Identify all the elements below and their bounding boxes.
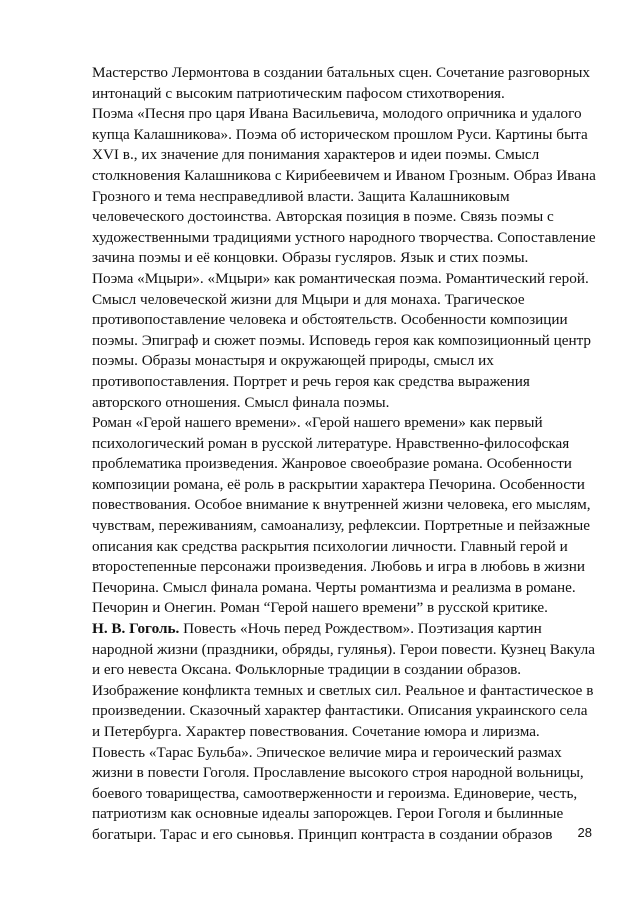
text-line: интонаций с высоким патриотическим пафосом стихотворения. [92,84,505,102]
text-line-gogol-heading [92,619,602,640]
gogol-line-rest: Повесть «Ночь перед Рождеством». Поэтизация картин [179,620,542,638]
text-line: и его невеста Оксана. Фольклорные традиции в создании образов. [92,661,522,679]
text-line: боевого товарищества, самоотверженности и героизма. Единоверие, честь, [92,784,578,802]
text-line: Печорин и Онегин. Роман “Герой нашего времени” в русской критике. [92,599,548,617]
text-line: Роман «Герой нашего времени». «Герой нашего времени» как первый [92,414,543,432]
text-line: художественными традициями устного народного творчества. Сопоставление [92,228,596,246]
text-line: и Петербурга. Характер повествования. Сочетание юмора и лиризма. [92,723,540,740]
text-line: патриотизм как основные идеалы запорожцев. Герои Гоголя и былинные [92,805,564,823]
text-line: композиции романа, её роль в раскрытии характера Печорина. Особенности [92,475,585,493]
text-line: Изображение конфликта темных и светлых сил. Реальное и фантастическое в [92,681,594,699]
text-line: зачина поэмы и её концовки. Образы гусляров. Язык и стих поэмы. [92,249,529,267]
text-line: проблематика произведения. Жанровое своеобразие романа. Особенности [92,455,572,473]
text-line: XVI в., их значение для понимания характеров и идеи поэмы. Смысл [92,146,540,164]
text-line: Мастерство Лермонтова в создании батальных сцен. Сочетание разговорных [92,64,590,81]
text-line: богатыри. Тарас и его сыновья. Принцип контраста в создании образов [92,825,553,843]
text-line: Грозного и тема несправедливой власти. Защита Калашниковым [92,187,510,205]
text-line: столкновения Калашникова с Кирибеевичем и Иваном Грозным. Образ Ивана [92,166,596,184]
text-line: противопоставление человека и обстоятельств. Особенности композиции [92,311,568,329]
text-line: описания как средства раскрытия психологии личности. Главный герой и [92,537,568,555]
author-heading-gogol: Н. В. Гоголь. [92,620,180,638]
text-line: авторского отношения. Смысл финала поэмы. [92,393,390,411]
text-block-gogol [92,640,602,846]
text-line: Повесть «Тарас Бульба». Эпическое величие мира и героический размах [92,743,562,761]
text-line: поэмы. Образы монастыря и окружающей природы, смысл их [92,352,494,370]
text-line: чувствам, переживаниям, самоанализу, рефлексии. Портретные и пейзажные [92,517,590,535]
text-line: Смысл человеческой жизни для Мцыри и для монаха. Трагическое [92,290,525,308]
text-line: купца Калашникова». Поэма об историческом прошлом Руси. Картины быта [92,125,588,143]
text-line: человеческого достоинства. Авторская позиция в поэме. Связь поэмы с [92,208,554,226]
text-line: Поэма «Песня про царя Ивана Васильевича, молодого опричника и удалого [92,105,582,123]
text-line: поэмы. Эпиграф и сюжет поэмы. Исповедь героя как композиционный центр [92,331,592,349]
text-line: повествования. Особое внимание к внутренней жизни человека, его мыслям, [92,496,591,514]
page-number: 28 [577,825,592,840]
text-line: противопоставления. Портрет и речь героя как средства выражения [92,372,530,390]
text-line: Печорина. Смысл финала романа. Черты романтизма и реализма в романе. [92,578,576,596]
text-line: психологический роман в русской литературе. Нравственно-философская [92,434,570,452]
text-block-lermontov [92,63,602,619]
text-line: Поэма «Мцыри». «Мцыри» как романтическая поэма. Романтический герой. [92,269,589,287]
text-line: второстепенные персонажи произведения. Любовь и игра в любовь в жизни [92,558,586,576]
text-line: народной жизни (праздники, обряды, гулянья). Герои повести. Кузнец Вакула [92,640,595,658]
document-body [92,63,602,846]
text-line: произведении. Сказочный характер фантастики. Описания украинского села [92,702,588,720]
text-line: жизни в повести Гоголя. Прославление высокого строя народной вольницы, [92,764,584,782]
